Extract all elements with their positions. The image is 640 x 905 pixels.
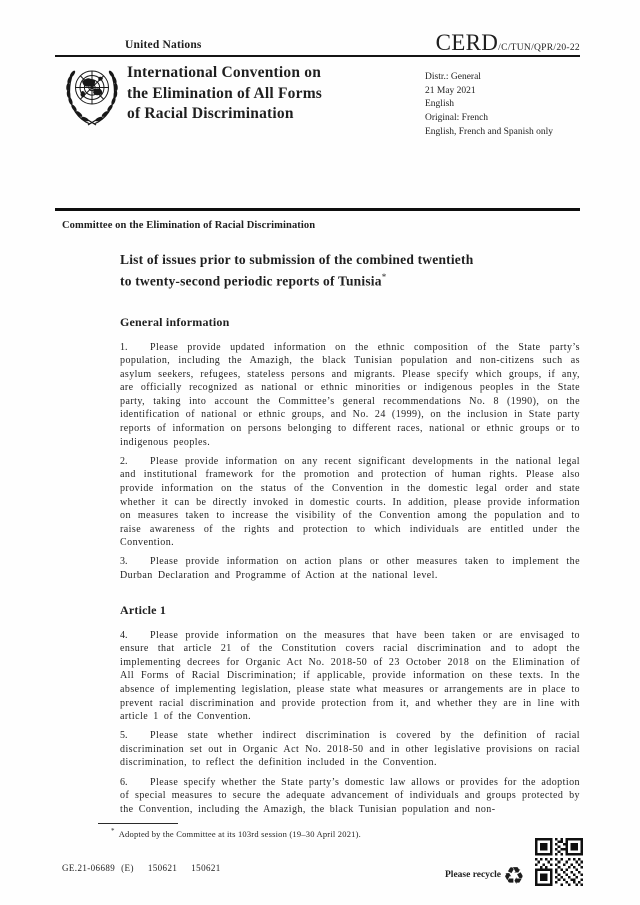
title-footnote-marker: * [381, 271, 387, 282]
distr-date: 21 May 2021 [425, 85, 476, 96]
section-article-1 [120, 603, 580, 817]
paragraph-text: Please specify whether the State party’s domestic law allows or provides for the adoption of special measures to secure the adequate advancement of individuals and groups protected by the Convention, including the Amazigh, the black Tunisian population and non- [120, 776, 580, 815]
paragraph-3 [120, 555, 580, 582]
paragraph-number: 6. [120, 776, 128, 788]
paragraph-1 [120, 341, 580, 450]
header-rule [55, 55, 580, 57]
recycle-notice [445, 862, 525, 890]
paragraph-5 [120, 729, 580, 770]
footnote-marker: * [111, 827, 115, 835]
qr-code-icon [534, 838, 584, 886]
document-symbol-main: CERD [435, 30, 499, 55]
footer-document-id [62, 863, 221, 873]
section-heading: Article 1 [120, 602, 167, 617]
document-title-line: to twenty-second periodic reports of Tunisia* [120, 271, 387, 288]
footnote-rule [98, 823, 178, 824]
distr-type: Distr.: General [425, 72, 481, 82]
section-divider-rule [55, 208, 580, 211]
paragraph-6 [120, 776, 580, 817]
main-content [120, 251, 580, 816]
paragraph-text: Please provide information on any recent significant developments in the national legal and institutional framework for the promotion and protection of human rights. Please also provide information on the status of the Convention in the domestic legal order and state whether it can be directly invoked in domestic courts. In addition, please provide information on measures taken to increase the visibility of the Convention among the population and to raise awareness of the rights and protection to which individuals are entitled under the Convention. [120, 455, 580, 549]
document-title-line: List of issues prior to submission of the combined twentieth [120, 252, 474, 267]
footer-symbol: GE.21-06689 [62, 863, 116, 873]
paragraph-2 [120, 455, 580, 550]
distribution-block [425, 71, 553, 140]
paragraph-text: Please state whether indirect discrimination is covered by the definition of racial discrimination set out in Organic Act No. 2018-50 and in other legislative provisions on racial discrimination, to reflect the definition included in the Convention. [120, 730, 580, 769]
paragraph-number: 5. [120, 730, 128, 742]
paragraph-text: Please provide updated information on the ethnic composition of the State party’s population, including the Amazigh, the black Tunisian population and non-citizens such as asylum seekers, refugees, stateless persons and migrants. Please specify which groups, if any, are officially recognized as national or ethnic minorities or indigenous peoples in the State party, taking into account the Committee’s general recommendations No. 8 (1990), on the identification of national or ethnic groups, and No. 24 (1999), on the inclusion in State party reports of information on persons belonging to different races, national or ethnic groups or to indigenous peoples. [120, 341, 580, 448]
document-title [120, 251, 580, 290]
footer-code: 150621 [191, 863, 221, 873]
footer-code: 150621 [147, 863, 178, 873]
footer-lang-code: (E) [121, 863, 134, 873]
paragraph-number: 1. [120, 341, 128, 353]
convention-title-line: the Elimination of All Forms [127, 84, 323, 102]
paragraph-number: 4. [120, 629, 128, 641]
footnote [111, 827, 551, 839]
un-emblem-icon [63, 61, 121, 128]
footnote-text: Adopted by the Committee at its 103rd session (19–30 April 2021). [118, 828, 361, 839]
distr-language: English [425, 99, 455, 110]
section-heading: General information [120, 314, 230, 329]
recycle-icon: ♻ [503, 862, 525, 890]
paragraph-number: 3. [120, 556, 128, 568]
section-general-information [120, 315, 580, 583]
document-symbol-suffix: /C/TUN/QPR/20-22 [498, 43, 580, 53]
committee-heading: Committee on the Elimination of Racial Discrimination [62, 220, 316, 231]
convention-title [127, 63, 322, 125]
paragraph-text: Please provide information on action plans or other measures taken to implement the Durban Declaration and Programme of Action at the national level. [120, 556, 580, 581]
distr-original: Original: French [425, 113, 489, 124]
paragraph-text: Please provide information on the measures that have been taken or are envisaged to ensure that article 21 of the Constitution covers racial discrimination and to adopt the implementing decrees for Organic Act No. 2018-50 of 23 October 2018 on the Elimination of All Forms of Racial Discrimination; if applicable, provide information on these texts. In the absence of implementing legislation, please state what measures or arrangements are in place to prevent racial discrimination and provide protection from it, and whether they are in line with article 1 of the Convention. [120, 629, 580, 723]
convention-title-line: of Racial Discrimination [127, 105, 294, 122]
document-symbol [436, 30, 580, 56]
distr-availability: English, French and Spanish only [425, 126, 553, 137]
paragraph-4 [120, 629, 580, 724]
org-name: United Nations [125, 39, 202, 51]
recycle-label: Please recycle [445, 870, 501, 880]
paragraph-number: 2. [120, 455, 128, 467]
convention-title-line: International Convention on [127, 64, 322, 81]
